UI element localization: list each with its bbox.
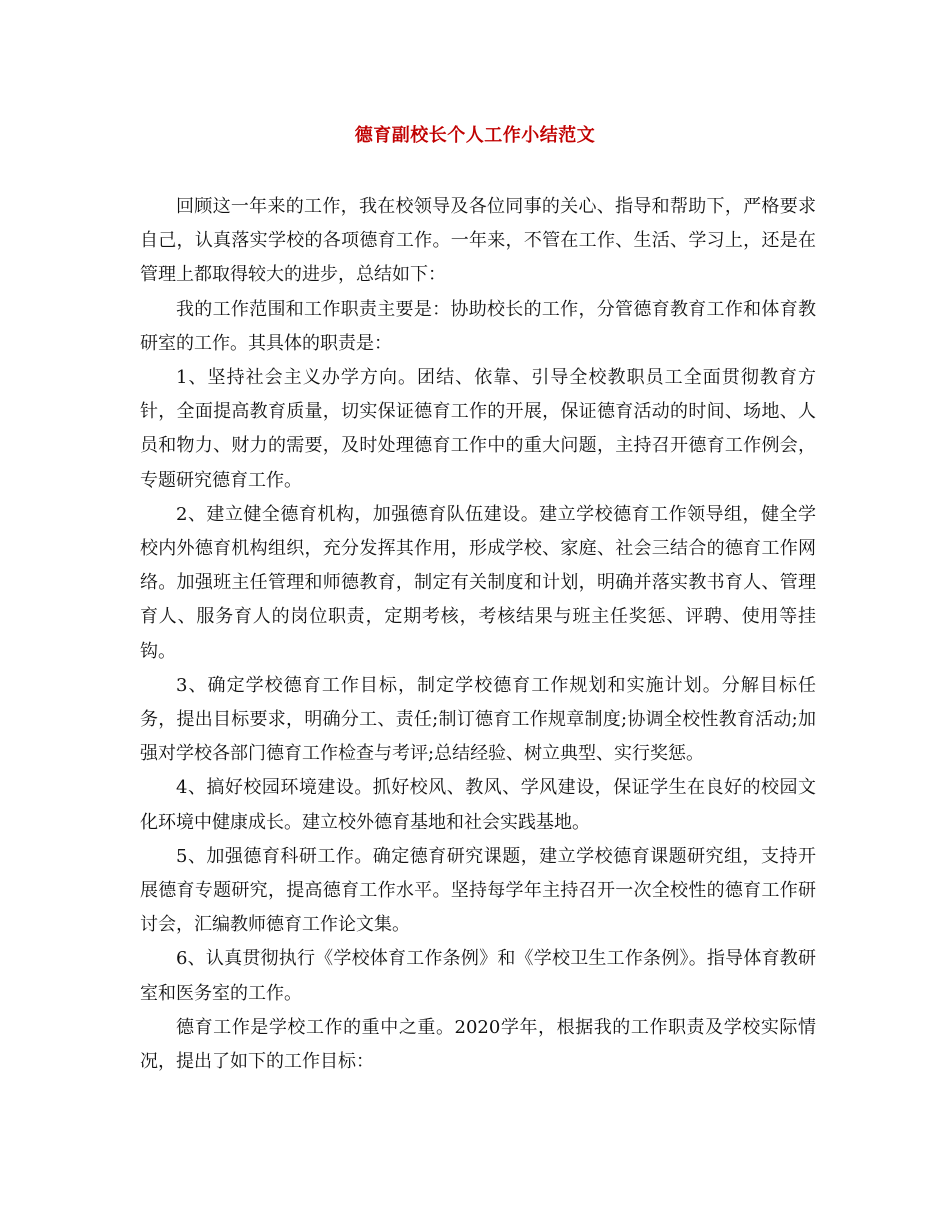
paragraph-duty-2: 2、建立健全德育机构，加强德育队伍建设。建立学校德育工作领导组，健全学校内外德育机构组织，充分发挥其作用，形成学校、家庭、社会三结合的德育工作网络。加强班主任管理和师德教育，制定有关制度和计划，明确并落实教书育人、管理育人、服务育人的岗位职责，定期考核，考核结果与班主任奖惩、评聘、使用等挂钩。 — [140, 503, 816, 662]
document-body — [140, 190, 816, 1079]
paragraph-duty-1: 1、坚持社会主义办学方向。团结、依靠、引导全校教职员工全面贯彻教育方针，全面提高教育质量，切实保证德育工作的开展，保证德育活动的时间、场地、人员和物力、财力的需要，及时处理德育工作中的重大问题，主持召开德育工作例会，专题研究德育工作。 — [140, 367, 816, 491]
paragraph-scope: 我的工作范围和工作职责主要是：协助校长的工作，分管德育教育工作和体育教研室的工作。其具体的职责是： — [140, 298, 816, 354]
paragraph-duty-5: 5、加强德育科研工作。确定德育研究课题，建立学校德育课题研究组，支持开展德育专题研究，提高德育工作水平。坚持每学年主持召开一次全校性的德育工作研讨会，汇编教师德育工作论文集。 — [140, 845, 816, 936]
paragraph-duty-3: 3、确定学校德育工作目标，制定学校德育工作规划和实施计划。分解目标任务，提出目标要求，明确分工、责任;制订德育工作规章制度;协调全校性教育活动;加强对学校各部门德育工作检查与考评;总结经验、树立典型、实行奖惩。 — [140, 674, 816, 765]
paragraph-duty-4: 4、搞好校园环境建设。抓好校风、教风、学风建设，保证学生在良好的校园文化环境中健康成长。建立校外德育基地和社会实践基地。 — [140, 777, 816, 833]
paragraph-intro: 回顾这一年来的工作，我在校领导及各位同事的关心、指导和帮助下，严格要求自己，认真落实学校的各项德育工作。一年来，不管在工作、生活、学习上，还是在管理上都取得较大的进步，总结如下： — [140, 196, 816, 286]
document-title: 德育副校长个人工作小结范文 — [354, 125, 596, 146]
paragraph-goals: 德育工作是学校工作的重中之重。2020学年，根据我的工作职责及学校实际情况，提出了如下的工作目标： — [140, 1016, 816, 1073]
paragraph-duty-6: 6、认真贯彻执行《学校体育工作条例》和《学校卫生工作条例》。指导体育教研室和医务室的工作。 — [140, 948, 816, 1004]
